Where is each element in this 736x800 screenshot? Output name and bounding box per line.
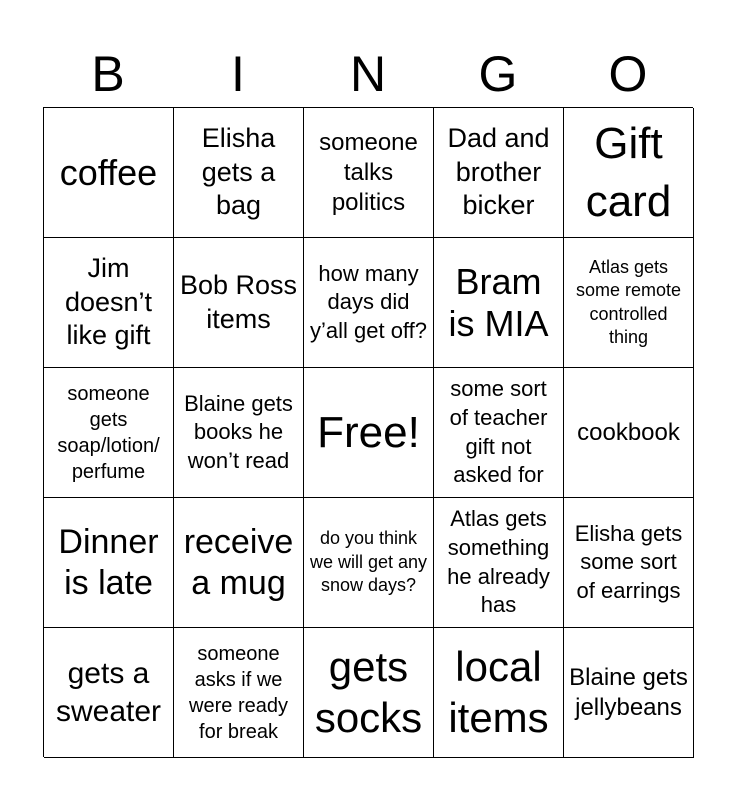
bingo-board <box>43 107 693 757</box>
bingo-cell[interactable] <box>304 628 434 758</box>
cell-text: Jim doesn’t like gift <box>64 252 153 351</box>
bingo-cell[interactable] <box>174 108 304 238</box>
bingo-cell[interactable] <box>174 628 304 758</box>
cell-text: Blaine gets jellybeans <box>569 663 688 721</box>
bingo-cell[interactable] <box>44 108 174 238</box>
free-space[interactable] <box>304 368 434 498</box>
cell-text: Bob Ross items <box>179 269 298 334</box>
cell-text: Gift card <box>585 119 672 226</box>
cell-text: Free! <box>317 407 420 457</box>
cell-text: Dad and brother bicker <box>447 122 550 221</box>
cell-text: do you think we will get any snow days? <box>309 528 428 596</box>
bingo-cell[interactable] <box>434 628 564 758</box>
header-letter-o: O <box>608 46 648 102</box>
cell-text: receive a mug <box>183 522 294 602</box>
bingo-cell[interactable] <box>434 498 564 628</box>
cell-text: Elisha gets a bag <box>201 122 276 221</box>
cell-text: gets socks <box>314 643 423 741</box>
bingo-cell[interactable] <box>304 238 434 368</box>
bingo-cell[interactable] <box>304 498 434 628</box>
bingo-cell[interactable] <box>434 368 564 498</box>
bingo-cell[interactable] <box>564 238 694 368</box>
bingo-cell[interactable] <box>44 238 174 368</box>
bingo-cell[interactable] <box>434 108 564 238</box>
bingo-cell[interactable] <box>564 108 694 238</box>
cell-text: Dinner is late <box>58 522 159 602</box>
cell-text: Atlas gets some remote controlled thing <box>575 256 682 347</box>
cell-text: local items <box>448 643 549 741</box>
bingo-cell[interactable] <box>44 628 174 758</box>
cell-text: Atlas gets something he already has <box>447 506 550 618</box>
bingo-cell[interactable] <box>564 368 694 498</box>
bingo-cell[interactable] <box>174 498 304 628</box>
cell-text: some sort of teacher gift not asked for <box>449 376 548 488</box>
cell-text: Elisha gets some sort of earrings <box>574 520 683 603</box>
header-letter-b: B <box>91 46 125 102</box>
bingo-cell[interactable] <box>564 628 694 758</box>
cell-text: cookbook <box>577 418 680 446</box>
bingo-cell[interactable] <box>564 498 694 628</box>
cell-text: Bram is MIA <box>448 261 549 344</box>
cell-text: someone talks politics <box>319 128 418 216</box>
bingo-header <box>43 40 693 108</box>
cell-text: gets a sweater <box>55 657 162 728</box>
cell-text: someone asks if we were ready for break <box>189 642 288 743</box>
header-letter-g: G <box>478 46 518 102</box>
cell-text: Blaine gets books he won’t read <box>184 390 293 473</box>
bingo-cell[interactable] <box>304 108 434 238</box>
cell-text: coffee <box>59 151 158 193</box>
cell-text: someone gets soap/lotion/ perfume <box>57 382 160 483</box>
bingo-cell[interactable] <box>174 238 304 368</box>
header-letter-n: N <box>349 46 387 102</box>
cell-text: how many days did y’all get off? <box>309 260 427 343</box>
bingo-cell[interactable] <box>44 498 174 628</box>
bingo-cell[interactable] <box>44 368 174 498</box>
bingo-cell[interactable] <box>174 368 304 498</box>
header-letter-i: I <box>231 46 245 102</box>
bingo-cell[interactable] <box>434 238 564 368</box>
